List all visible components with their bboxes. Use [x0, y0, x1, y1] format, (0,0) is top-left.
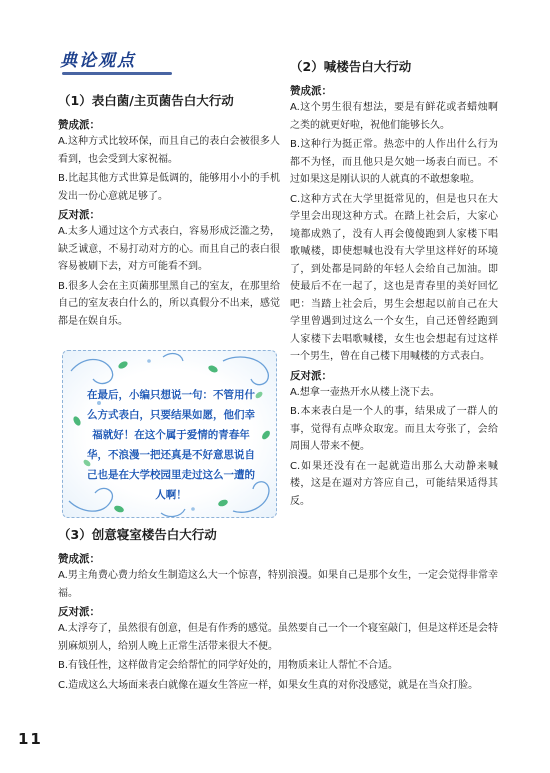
- con-item-3c: C.造成这么大场面来表白就像在逼女生答应一样，如果女生真的对你没感觉，就是在当众打脸。: [58, 679, 479, 691]
- con-item-3a: A.太浮夸了，虽然很有创意，但是有作秀的感觉。虽然要自己一个一个寝室敲门，但是这样还是会特别麻烦别人，给别人晚上正常生活带来很大不便。: [58, 623, 498, 652]
- bottom-section: [58, 526, 498, 696]
- pro-item-1b: B.比起其他方式世算是低调的，能够用小小的手机发出一份心意就足够了。: [58, 173, 280, 202]
- pro-label-1: 赞成派：: [58, 119, 100, 131]
- pro-item-1a: A.这种方式比较环保，而且自己的表白会被很多人看到，也会受到大家祝福。: [58, 136, 280, 165]
- con-item-1b: B.很多人会在主页菌那里黑自己的室友，在那里给自己的室友表白什么的，所以真假分不出来，感觉都是在娱自乐。: [58, 280, 280, 327]
- pro-item-2a: A.这个男生很有想法，要是有鲜花或者蜡烛啊之类的就更好啦，祝他们能够长久。: [290, 102, 498, 131]
- right-column: [290, 58, 498, 512]
- pro-label-2: 赞成派：: [290, 85, 332, 97]
- banner-underline: [62, 72, 172, 75]
- pro-label-3: 赞成派：: [58, 553, 100, 565]
- pro-item-2b: B.这种行为挺正常。热恋中的人作出什么行为都不为怪，而且他只是欠她一场表白而已。不过如果这是刚认识的人就真的不敢想象啦。: [290, 139, 498, 185]
- con-item-2b: B.本来表白是一个人的事，结果成了一群人的事，觉得有点哗众取宠。而且太夸张了，会给周围人带来不便。: [290, 406, 498, 452]
- con-item-2a: A.想拿一壶热开水从楼上浇下去。: [290, 386, 440, 398]
- con-item-1a: A.太多人通过这个方式表白，容易形成泛滥之势，缺乏诚意，不易打动对方的心。而且自己的表白很容易被刷下去，对方可能看不到。: [58, 226, 280, 272]
- editor-note-box: [62, 350, 277, 518]
- con-label-2: 反对派：: [290, 369, 332, 382]
- pro-item-3a: A.男主角费心费力给女生制造这么大一个惊喜，特别浪漫。如果自己是那个女生，一定会觉得非常幸福。: [58, 570, 498, 599]
- editor-note-text: 在最后，小编只想说一句：不管用什么方式表白，只要结果如愿，他们幸福就好！在这个属于爱情的青春年华，不浪漫一把还真是不好意思说自己也是在大学校园里走过这么一遭的人啊！: [87, 389, 255, 501]
- left-column: [58, 92, 280, 332]
- pro-item-2c: C.这种方式在大学里挺常见的，但是也只在大学里会出现这种方式。在踏上社会后，大家心境都成熟了，没有人再会傻傻跑到人家楼下唱歌喊楼，即使想喊也没有大学里这样好的环境了，到处都是同龄的年轻人会给自己加油。即使最后不在一起了，这也是青春里的美好回忆吧：当踏上社会后，男生会想起以前自己在大学里曾遇到过这么一个女生，自己还曾经跑到人家楼下去唱歌喊楼，女生也会想起有过这样一个男生，曾在自己楼下用喊楼的方式表白。: [290, 193, 498, 362]
- section-title-1: （1）表白菌/主页菌告白大行动: [58, 93, 234, 108]
- page-number: 11: [18, 730, 43, 748]
- section-title-3: （3）创意寝室楼告白大行动: [58, 527, 217, 542]
- section-banner: 典论观点: [60, 51, 136, 71]
- con-item-2c: C.如果还没有在一起就造出那么大动静来喊楼，这是在逼对方答应自己，可能结果适得其反。: [290, 460, 498, 507]
- section-title-2: （2）喊楼告白大行动: [290, 59, 412, 74]
- con-label-3: 反对派：: [58, 606, 100, 618]
- con-label-1: 反对派：: [58, 209, 100, 221]
- con-item-3b: B.有钱任性，这样做肯定会给帮忙的同学好处的，用物质来让人帮忙不合适。: [58, 660, 399, 671]
